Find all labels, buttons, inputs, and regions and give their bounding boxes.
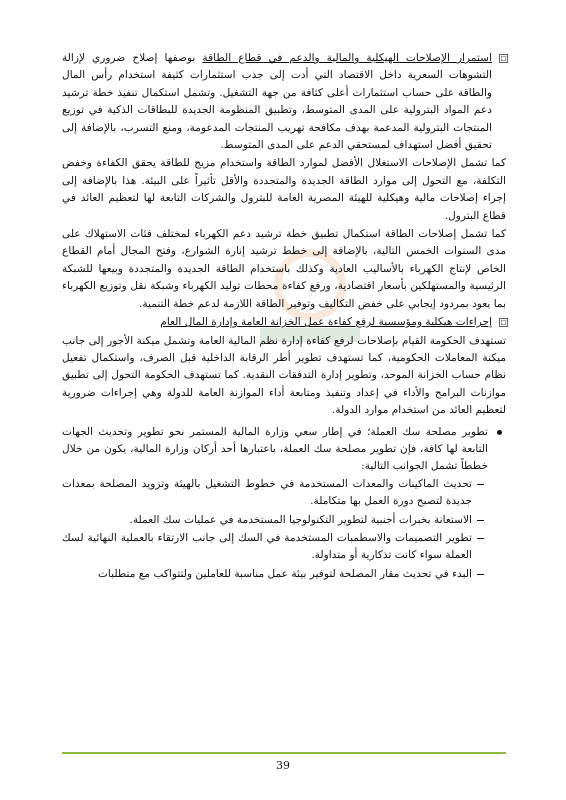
paragraph-text: بوصفها إصلاح ضروري لإزالة التشوهات السعرية داخل الاقتصاد التي أدت إلى جذب استثمارات كثيفة استخدام رأس المال والطاقة على حساب استثمارات أعلى كثافة من جهة التشغيل. وتشمل استكمال تنفيذ خطة ترشيد دعم المواد البترولية على المدى المتوسط، وتطبيق المنظومة الجديدة للبطاقات الذكية في توزيع المنتجات البترولية المدعمة بهدف مكافحة تهريب المنتجات المدعومة، ومنع التسرب، بالإضافة إلى تحقيق أفضل استهداف لمستحقي الدعم على المدى المتوسط.	[62, 52, 492, 152]
dash-text: البدء في تحديث مقار المصلحة لتوفير بيئة عمل مناسبة للعاملين ولتتواكب مع متطلبات	[97, 567, 472, 580]
dash-icon	[477, 484, 484, 485]
paragraph-public-finance: تستهدف الحكومة القيام بإصلاحات لرفع كفاءة إدارة نظم المالية العامة وتشمل ميكنة الأجور إلى جانب ميكنة المعاملات الحكومية، كما تستهدف تطوير أطر الرقابة الداخلية قبل الصرف، واستكمال تفعيل نظام حساب الخزانة الموحد، وتطوير إدارة التدفقات النقدية. كما تستهدف الحكومة التحول إلى تطبيق موازنات البرامج والأداء في إعداد وتنفيذ ومتابعة أداء الموازنة العامة للدولة وهي إجراءات ضرورية لتعظيم العائد من استخدام موارد الدولة.	[62, 334, 506, 417]
square-checkbox-icon	[499, 54, 508, 63]
list-item	[62, 512, 488, 529]
square-checkbox-icon	[499, 318, 508, 327]
dash-list	[62, 476, 488, 583]
list-item	[62, 476, 488, 511]
paragraph-electricity: كما تشمل إصلاحات الطاقة استكمال تطبيق خطة ترشيد دعم الكهرباء لمختلف فئات الاستهلاك على مدى السنوات الخمس التالية، بالإضافة إلى خطط ترشيد إنارة الشوارع، وفتح المجال أمام القطاع الخاص لإنتاج الكهرباء بالأساليب العادية وكذلك باستخدام الطاقة الجديدة والمتجددة وبيعها للشبكة الرئيسية والمستهلكين بأسعار اقتصادية، ورفع كفاءة محطات توليد الكهرباء وشبكة نقل وتوزيع الكهرباء بما يعود بمردود إيجابي على خفض التكاليف وتوفير الطاقة اللازمة لدعم خطة التنمية.	[62, 228, 506, 310]
list-item	[62, 530, 488, 565]
document-body	[62, 50, 506, 584]
dash-text: تحديث الماكينات والمعدات المستخدمة في خطوط التشغيل بالهيئة وتزويد المصلحة بمعدات جديدة لتصبح دورة العمل بها متكاملة.	[62, 477, 472, 508]
bullet-list	[62, 424, 506, 584]
section-treasury-reform	[62, 314, 506, 331]
list-item	[62, 424, 506, 584]
dash-text: تطوير التصميمات والاسطمبات المستخدمة في السك إلى جانب الارتقاء بالعملية النهائية لسك العملة سواء كانت تذكارية أو متداولة.	[62, 531, 472, 562]
dash-icon	[477, 520, 484, 521]
section-energy-reform	[62, 50, 506, 154]
page-number: 39	[276, 759, 290, 772]
section-heading: إجراءات هيكلية ومؤسسية لرفع كفاءة عمل الخزانة العامة وإدارة المال العام	[160, 316, 492, 329]
list-item	[62, 566, 488, 583]
paragraph-energy-mix: كما تشمل الإصلاحات الاستغلال الأفضل لموارد الطاقة واستخدام مزيج للطاقة يحقق الكفاءة وخفض التكلفة، مع التحول إلى موارد الطاقة الجديدة والمتجددة والأقل تأثيراً على البيئة. هذا بالإضافة إلى إجراء إصلاحات مالية وهيكلية للهيئة المصرية العامة للبترول والشركات التابعة لها لتعظيم العائد في قطاع البترول.	[62, 157, 507, 222]
dash-icon	[477, 574, 484, 575]
bullet-dot-icon	[497, 430, 502, 435]
section-heading: استمرار الإصلاحات الهيكلية والمالية والدعم في قطاع الطاقة	[202, 52, 492, 64]
footer-rule	[62, 752, 506, 754]
bullet-text: تطوير مصلحة سك العملة؛ في إطار سعي وزارة المالية المستمر نحو تطوير وتحديث الجهات التابعة لها كافة، فإن تطوير مصلحة سك العملة، باعتبارها أحد أركان وزارة المالية، يكون من خلال خططاً تشمل الجوانب التالية:	[62, 425, 488, 473]
dash-text: الاستعانة بخبرات أجنبية لتطوير التكنولوجيا المستخدمة في عمليات سك العملة.	[129, 513, 472, 526]
dash-icon	[477, 538, 484, 539]
